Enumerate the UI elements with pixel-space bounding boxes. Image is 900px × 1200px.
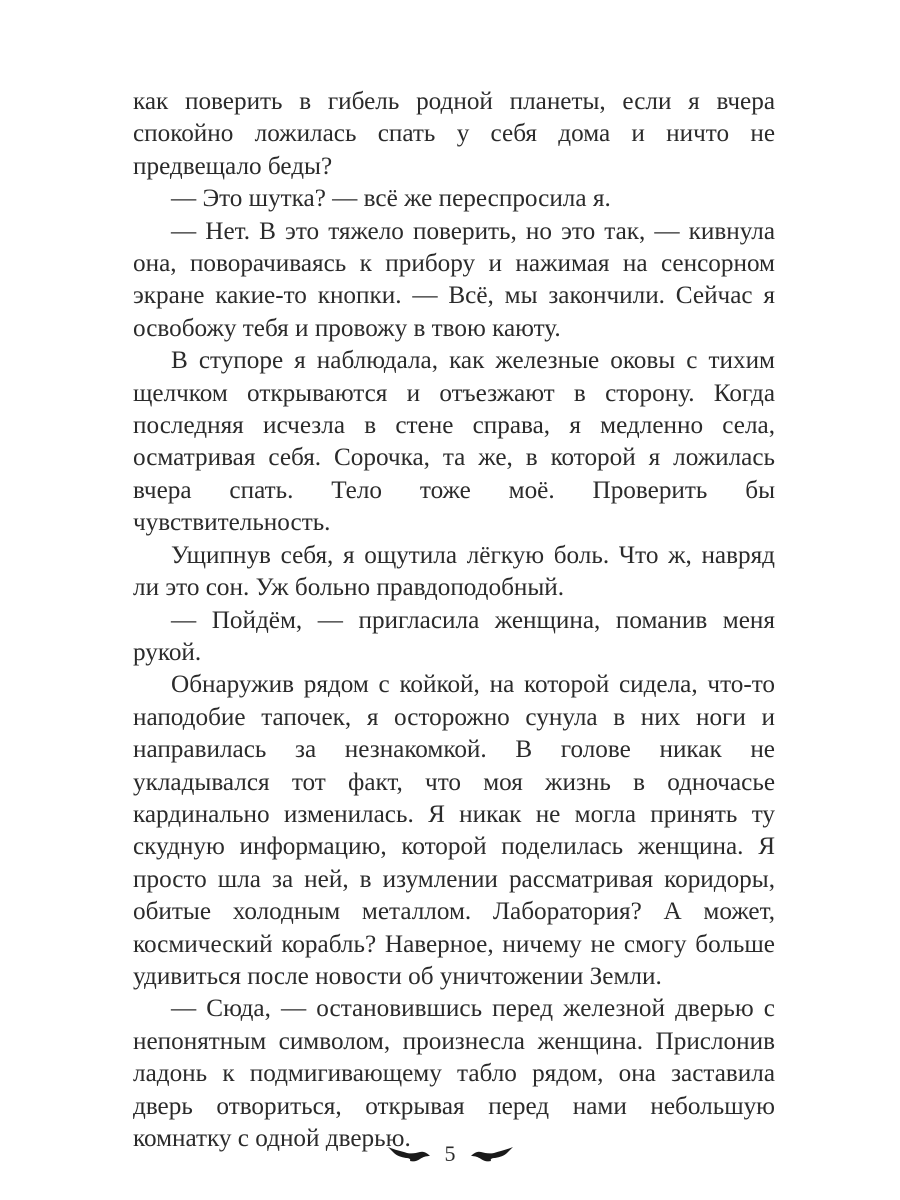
page-footer [0,1138,900,1170]
paragraph: В ступоре я наблюдала, как железные оковы с тихим щелчком открываются и отъезжают в сторону. Когда последняя исчезла в стене справа, я медленно села, осматривая себя. Сорочка, та же, в которой я ложилась вчера спать. Тело тоже моё. Проверить бы чувствительность. [133,347,775,537]
paragraph: Ущипнув себя, я ощутила лёгкую боль. Что ж, навряд ли это сон. Уж больно правдоподобный. [133,541,775,602]
page-number: 5 [444,1141,456,1166]
paragraph-dialogue: — Пойдём, — пригласила женщина, поманив меня рукой. [133,606,775,666]
bird-ornament-icon [387,1144,431,1164]
paragraph-dialogue: — Нет. В это тяжело поверить, но это так, — кивнула она, поворачиваясь к прибору и нажимая на сенсорном экране какие-то кнопки. — Всё, мы закончили. Сейчас я освобожу тебя и провожу в твою каюту. [133,217,775,342]
paragraph: Обнаружив рядом с койкой, на которой сидела, что-то наподобие тапочек, я осторожно сунула в них ноги и направилась за незнакомкой. В голове никак не укладывался тот факт, что моя жизнь в одночасье кардинально изменилась. Я никак не могла принять ту скудную информацию, которой поделилась женщина. Я просто шла за ней, в изумлении рассматривая коридоры, обитые холодным металлом. Лаборатория? А может, космический корабль? Наверное, ничему не смогу больше удивиться после новости об уничтожении Земли. [133,671,775,990]
bird-ornament-icon [470,1144,514,1164]
paragraph-dialogue: — Сюда, — остановившись перед железной дверью с непонятным символом, произнесла женщина. Прислонив ладонь к подмигивающему табло рядом, она заставила дверь отвориться, открывая перед нами небольшую комнатку с одной дверью. [133,995,775,1152]
paragraph-continued: как поверить в гибель родной планеты, если я вчера спокойно ложилась спать у себя дома и ничто не предвещало беды? [133,88,775,180]
body-text [133,86,775,1155]
paragraph-dialogue: — Это шутка? — всё же переспросила я. [171,185,611,213]
